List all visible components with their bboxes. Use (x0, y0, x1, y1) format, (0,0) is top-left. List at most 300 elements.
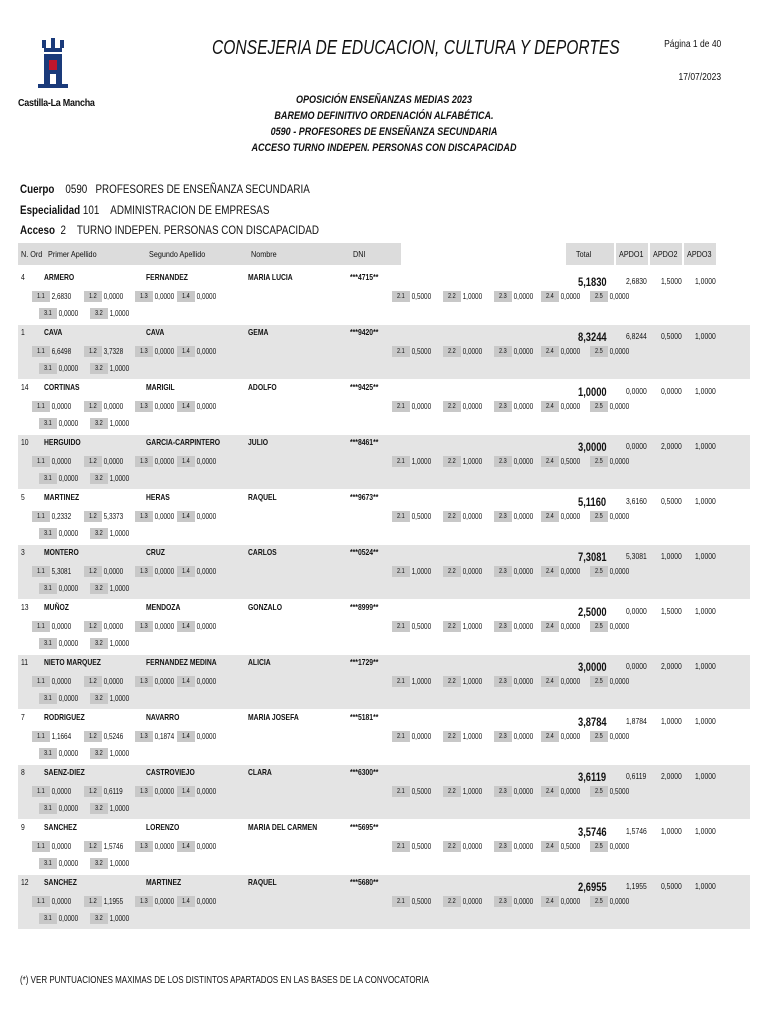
score-value: 0,0000 (609, 731, 630, 741)
score-label: 3.2 (95, 639, 103, 647)
score-3-1 (39, 582, 83, 594)
score-label: 1.3 (140, 677, 148, 685)
row-first-surname: NIETO MARQUEZ (44, 657, 101, 667)
score-label: 1.1 (37, 897, 45, 905)
score-value: 0,0000 (411, 401, 432, 411)
row-apdo1: 0,6119 (626, 771, 647, 781)
row-second-surname: MARTINEZ (146, 877, 182, 887)
score-1-2 (84, 565, 128, 577)
score-3-1 (39, 692, 83, 704)
score-value: 0,0000 (513, 511, 534, 521)
score-1-1 (32, 290, 76, 302)
score-3-1 (39, 527, 83, 539)
row-apdo3: 1,0000 (695, 606, 716, 616)
row-apdo3: 1,0000 (695, 881, 716, 891)
score-label: 1.4 (182, 457, 190, 465)
row-nord: 4 (21, 272, 25, 282)
score-1-2 (84, 895, 128, 907)
score-label: 1.1 (37, 677, 45, 685)
score-3-2 (90, 692, 134, 704)
col-nombre-cell (248, 243, 308, 265)
row-apdo1: 0,0000 (626, 441, 647, 451)
score-1-1 (32, 840, 76, 852)
score-value: 0,0000 (462, 346, 483, 356)
score-2-3 (494, 565, 538, 577)
score-label: 1.2 (89, 292, 97, 300)
score-value: 1,0000 (462, 456, 483, 466)
score-value: 0,0000 (513, 676, 534, 686)
score-label: 2.1 (397, 457, 405, 465)
score-1-2 (84, 620, 128, 632)
score-label: 1.4 (182, 732, 190, 740)
score-1-2 (84, 785, 128, 797)
score-label: 1.1 (37, 732, 45, 740)
score-value: 0,0000 (513, 566, 534, 576)
score-1-4 (177, 840, 221, 852)
col-dni-cell (350, 243, 400, 265)
score-value: 1,0000 (109, 528, 130, 538)
row-apdo1: 1,8784 (626, 716, 647, 726)
score-label: 1.3 (140, 292, 148, 300)
score-1-4 (177, 895, 221, 907)
table-row (18, 710, 750, 764)
score-label: 2.5 (595, 732, 603, 740)
score-label: 2.3 (499, 732, 507, 740)
score-value: 1,0000 (109, 693, 130, 703)
score-label: 2.1 (397, 622, 405, 630)
subtitle-line: OPOSICIÓN ENSEÑANZAS MEDIAS 2023 (296, 94, 472, 106)
row-apdo2: 1,5000 (661, 606, 682, 616)
score-1-4 (177, 455, 221, 467)
score-1-1 (32, 620, 76, 632)
score-value: 0,2332 (51, 511, 72, 521)
row-first-surname: MUÑOZ (44, 602, 69, 612)
column-header (18, 243, 750, 265)
score-value: 0,0000 (196, 291, 217, 301)
score-value: 0,5000 (411, 511, 432, 521)
score-1-1 (32, 345, 76, 357)
score-value: 0,0000 (154, 511, 175, 521)
row-dni: ***5181** (350, 712, 379, 722)
row-name: JULIO (248, 437, 269, 447)
row-name: MARIA JOSEFA (248, 712, 299, 722)
row-second-surname: CASTROVIEJO (146, 767, 195, 777)
row-apdo1: 0,0000 (626, 661, 647, 671)
score-value: 0,0000 (196, 621, 217, 631)
row-apdo3: 1,0000 (695, 771, 716, 781)
score-2-2 (443, 730, 487, 742)
score-value: 0,0000 (196, 786, 217, 796)
score-2-2 (443, 400, 487, 412)
score-1-2 (84, 840, 128, 852)
score-1-2 (84, 345, 128, 357)
score-value: 0,5000 (560, 841, 581, 851)
score-value: 0,0000 (154, 401, 175, 411)
score-3-2 (90, 912, 134, 924)
score-2-2 (443, 345, 487, 357)
row-dni: ***4715** (350, 272, 379, 282)
score-label: 2.5 (595, 512, 603, 520)
row-apdo2: 0,5000 (661, 331, 682, 341)
row-apdo1: 5,3081 (626, 551, 647, 561)
score-value: 0,5000 (411, 346, 432, 356)
score-label: 1.3 (140, 732, 148, 740)
score-value: 0,0000 (560, 621, 581, 631)
score-label: 3.2 (95, 419, 103, 427)
score-value: 0,0000 (58, 418, 79, 428)
score-value: 5,3081 (51, 566, 72, 576)
score-2-3 (494, 620, 538, 632)
meta-label: Especialidad (20, 203, 81, 217)
score-value: 0,5000 (411, 291, 432, 301)
score-1-1 (32, 510, 76, 522)
score-value: 1,5746 (103, 841, 124, 851)
score-label: 2.4 (546, 897, 554, 905)
row-apdo2: 1,0000 (661, 826, 682, 836)
score-1-4 (177, 785, 221, 797)
score-label: 2.1 (397, 292, 405, 300)
meta-acceso (20, 223, 319, 237)
score-value: 0,0000 (51, 896, 72, 906)
meta-code: 0590 (65, 182, 88, 196)
score-value: 0,5246 (103, 731, 124, 741)
footnote: (*) VER PUNTUACIONES MAXIMAS DE LOS DISTINTOS APARTADOS EN LAS BASES DE LA CONVOCATORIA (20, 975, 429, 986)
row-nord: 12 (21, 877, 29, 887)
row-dni: ***5695** (350, 822, 379, 832)
row-nord: 14 (21, 382, 29, 392)
logo-text: Castilla-La Mancha (18, 98, 95, 109)
score-2-1 (392, 785, 436, 797)
score-label: 2.2 (448, 732, 456, 740)
score-label: 2.5 (595, 677, 603, 685)
score-2-3 (494, 675, 538, 687)
score-label: 2.3 (499, 567, 507, 575)
score-value: 0,0000 (196, 731, 217, 741)
score-label: 3.1 (44, 749, 52, 757)
score-1-2 (84, 400, 128, 412)
score-label: 1.1 (37, 842, 45, 850)
row-nord: 8 (21, 767, 25, 777)
score-1-1 (32, 675, 76, 687)
score-1-3 (135, 620, 179, 632)
score-label: 2.2 (448, 292, 456, 300)
table-row (18, 600, 750, 654)
score-value: 0,0000 (462, 841, 483, 851)
score-label: 1.4 (182, 292, 190, 300)
score-value: 0,0000 (609, 291, 630, 301)
row-nord: 3 (21, 547, 25, 557)
score-label: 2.3 (499, 842, 507, 850)
score-value: 0,0000 (560, 676, 581, 686)
score-label: 3.1 (44, 419, 52, 427)
row-apdo1: 1,5746 (626, 826, 647, 836)
row-second-surname: FERNANDEZ (146, 272, 188, 282)
score-value: 0,0000 (609, 676, 630, 686)
row-apdo3: 1,0000 (695, 551, 716, 561)
score-2-2 (443, 895, 487, 907)
score-label: 2.5 (595, 567, 603, 575)
score-3-1 (39, 307, 83, 319)
row-name: GONZALO (248, 602, 282, 612)
row-apdo2: 2,0000 (661, 771, 682, 781)
score-value: 0,0000 (58, 693, 79, 703)
score-value: 1,0000 (411, 566, 432, 576)
score-label: 2.2 (448, 512, 456, 520)
row-name: CLARA (248, 767, 272, 777)
score-1-4 (177, 675, 221, 687)
row-second-surname: HERAS (146, 492, 170, 502)
score-3-2 (90, 747, 134, 759)
score-1-3 (135, 455, 179, 467)
score-value: 1,1664 (51, 731, 72, 741)
score-label: 2.2 (448, 842, 456, 850)
score-2-3 (494, 290, 538, 302)
row-nord: 13 (21, 602, 29, 612)
row-nord: 1 (21, 327, 25, 337)
score-value: 1,0000 (109, 748, 130, 758)
score-value: 1,0000 (109, 803, 130, 813)
score-value: 1,0000 (109, 308, 130, 318)
score-value: 1,0000 (109, 858, 130, 868)
score-label: 2.1 (397, 787, 405, 795)
score-2-1 (392, 400, 436, 412)
row-first-surname: SANCHEZ (44, 822, 77, 832)
row-apdo2: 0,5000 (661, 881, 682, 891)
score-label: 1.4 (182, 787, 190, 795)
row-total: 7,3081 (578, 550, 607, 564)
score-1-1 (32, 785, 76, 797)
score-2-2 (443, 675, 487, 687)
score-label: 1.4 (182, 897, 190, 905)
score-1-4 (177, 620, 221, 632)
score-label: 2.2 (448, 457, 456, 465)
row-name: ADOLFO (248, 382, 277, 392)
score-value: 0,0000 (154, 291, 175, 301)
score-2-5 (590, 620, 634, 632)
score-value: 0,0000 (513, 346, 534, 356)
score-label: 1.4 (182, 402, 190, 410)
score-value: 0,0000 (154, 841, 175, 851)
row-dni: ***9425** (350, 382, 379, 392)
score-2-4 (541, 400, 585, 412)
score-label: 3.2 (95, 804, 103, 812)
score-value: 0,0000 (462, 566, 483, 576)
score-1-1 (32, 730, 76, 742)
score-value: 0,0000 (103, 621, 124, 631)
score-value: 0,0000 (51, 621, 72, 631)
score-value: 0,0000 (58, 803, 79, 813)
score-2-4 (541, 785, 585, 797)
score-value: 0,5000 (411, 896, 432, 906)
score-value: 0,0000 (560, 566, 581, 576)
score-1-4 (177, 730, 221, 742)
score-label: 2.2 (448, 622, 456, 630)
score-value: 0,0000 (513, 786, 534, 796)
score-label: 3.1 (44, 859, 52, 867)
score-label: 1.4 (182, 677, 190, 685)
score-value: 0,0000 (58, 308, 79, 318)
score-2-1 (392, 675, 436, 687)
score-2-3 (494, 510, 538, 522)
score-value: 0,0000 (196, 456, 217, 466)
row-dni: ***8461** (350, 437, 379, 447)
row-nord: 5 (21, 492, 25, 502)
row-apdo1: 0,0000 (626, 606, 647, 616)
row-apdo2: 1,0000 (661, 716, 682, 726)
score-label: 1.3 (140, 842, 148, 850)
row-second-surname: LORENZO (146, 822, 180, 832)
score-2-4 (541, 730, 585, 742)
score-2-2 (443, 455, 487, 467)
score-value: 1,0000 (411, 456, 432, 466)
score-2-5 (590, 345, 634, 357)
col-apdo3: APDO3 (687, 249, 712, 259)
score-label: 2.4 (546, 402, 554, 410)
score-label: 1.2 (89, 897, 97, 905)
score-1-3 (135, 510, 179, 522)
score-1-4 (177, 345, 221, 357)
score-label: 2.2 (448, 897, 456, 905)
score-1-4 (177, 565, 221, 577)
meta-label: Cuerpo (20, 182, 55, 196)
score-label: 2.4 (546, 292, 554, 300)
score-value: 0,0000 (609, 621, 630, 631)
row-total: 5,1830 (578, 275, 607, 289)
row-apdo3: 1,0000 (695, 331, 716, 341)
score-label: 3.1 (44, 639, 52, 647)
score-value: 0,0000 (196, 896, 217, 906)
score-label: 2.3 (499, 457, 507, 465)
score-value: 0,0000 (51, 786, 72, 796)
score-value: 0,1874 (154, 731, 175, 741)
score-label: 1.2 (89, 732, 97, 740)
score-value: 0,0000 (103, 566, 124, 576)
score-2-3 (494, 840, 538, 852)
score-label: 3.1 (44, 914, 52, 922)
coat-of-arms-icon (18, 36, 88, 96)
score-value: 0,0000 (103, 291, 124, 301)
score-2-2 (443, 290, 487, 302)
row-apdo2: 1,0000 (661, 551, 682, 561)
score-label: 2.5 (595, 347, 603, 355)
score-label: 2.5 (595, 402, 603, 410)
score-label: 1.2 (89, 842, 97, 850)
score-label: 2.5 (595, 897, 603, 905)
score-label: 2.3 (499, 622, 507, 630)
row-first-surname: SANCHEZ (44, 877, 77, 887)
meta-especialidad (20, 203, 269, 217)
score-label: 1.3 (140, 567, 148, 575)
score-label: 2.3 (499, 512, 507, 520)
score-label: 1.1 (37, 347, 45, 355)
score-label: 1.1 (37, 567, 45, 575)
score-2-5 (590, 565, 634, 577)
row-first-surname: MONTERO (44, 547, 79, 557)
score-label: 3.2 (95, 859, 103, 867)
score-label: 2.3 (499, 402, 507, 410)
score-label: 2.4 (546, 732, 554, 740)
score-value: 0,0000 (560, 511, 581, 521)
row-dni: ***9420** (350, 327, 379, 337)
col-nord: N. Ord (21, 249, 43, 259)
score-value: 6,6498 (51, 346, 72, 356)
score-label: 3.2 (95, 364, 103, 372)
score-label: 2.1 (397, 732, 405, 740)
table-row (18, 325, 750, 379)
col-apdo3-cell (684, 243, 716, 265)
row-nord: 10 (21, 437, 29, 447)
score-label: 1.3 (140, 347, 148, 355)
score-1-4 (177, 400, 221, 412)
score-value: 0,0000 (51, 401, 72, 411)
score-value: 1,0000 (109, 638, 130, 648)
score-2-2 (443, 785, 487, 797)
row-name: RAQUEL (248, 877, 277, 887)
score-3-1 (39, 912, 83, 924)
row-name: MARIA DEL CARMEN (248, 822, 318, 832)
row-second-surname: CRUZ (146, 547, 165, 557)
score-value: 0,5000 (411, 786, 432, 796)
score-label: 1.1 (37, 402, 45, 410)
score-1-3 (135, 895, 179, 907)
score-label: 1.2 (89, 347, 97, 355)
score-value: 2,6830 (51, 291, 72, 301)
score-label: 3.2 (95, 694, 103, 702)
score-2-4 (541, 895, 585, 907)
row-first-surname: MARTINEZ (44, 492, 80, 502)
score-2-3 (494, 730, 538, 742)
score-value: 0,0000 (513, 291, 534, 301)
col-apdo1-cell (616, 243, 648, 265)
row-second-surname: MENDOZA (146, 602, 181, 612)
score-value: 0,0000 (58, 913, 79, 923)
score-3-2 (90, 362, 134, 374)
score-value: 0,0000 (609, 456, 630, 466)
score-3-1 (39, 417, 83, 429)
col-dni: DNI (353, 249, 366, 259)
score-label: 1.2 (89, 677, 97, 685)
score-2-5 (590, 675, 634, 687)
score-2-5 (590, 290, 634, 302)
score-3-2 (90, 417, 134, 429)
score-label: 3.2 (95, 749, 103, 757)
score-2-2 (443, 840, 487, 852)
score-2-4 (541, 455, 585, 467)
score-label: 2.4 (546, 842, 554, 850)
score-value: 1,0000 (109, 473, 130, 483)
score-2-5 (590, 785, 634, 797)
score-1-2 (84, 675, 128, 687)
score-value: 0,0000 (609, 896, 630, 906)
score-value: 0,0000 (58, 473, 79, 483)
score-label: 2.1 (397, 347, 405, 355)
meta-code: 2 (60, 223, 66, 237)
row-nord: 11 (21, 657, 29, 667)
score-value: 0,0000 (560, 346, 581, 356)
meta-value: ADMINISTRACION DE EMPRESAS (110, 203, 270, 217)
score-2-5 (590, 510, 634, 522)
score-value: 0,5000 (609, 786, 630, 796)
score-label: 2.2 (448, 567, 456, 575)
score-1-4 (177, 290, 221, 302)
score-1-3 (135, 565, 179, 577)
score-value: 0,0000 (196, 566, 217, 576)
score-2-1 (392, 455, 436, 467)
score-1-4 (177, 510, 221, 522)
row-name: CARLOS (248, 547, 277, 557)
row-apdo3: 1,0000 (695, 716, 716, 726)
score-label: 2.4 (546, 677, 554, 685)
